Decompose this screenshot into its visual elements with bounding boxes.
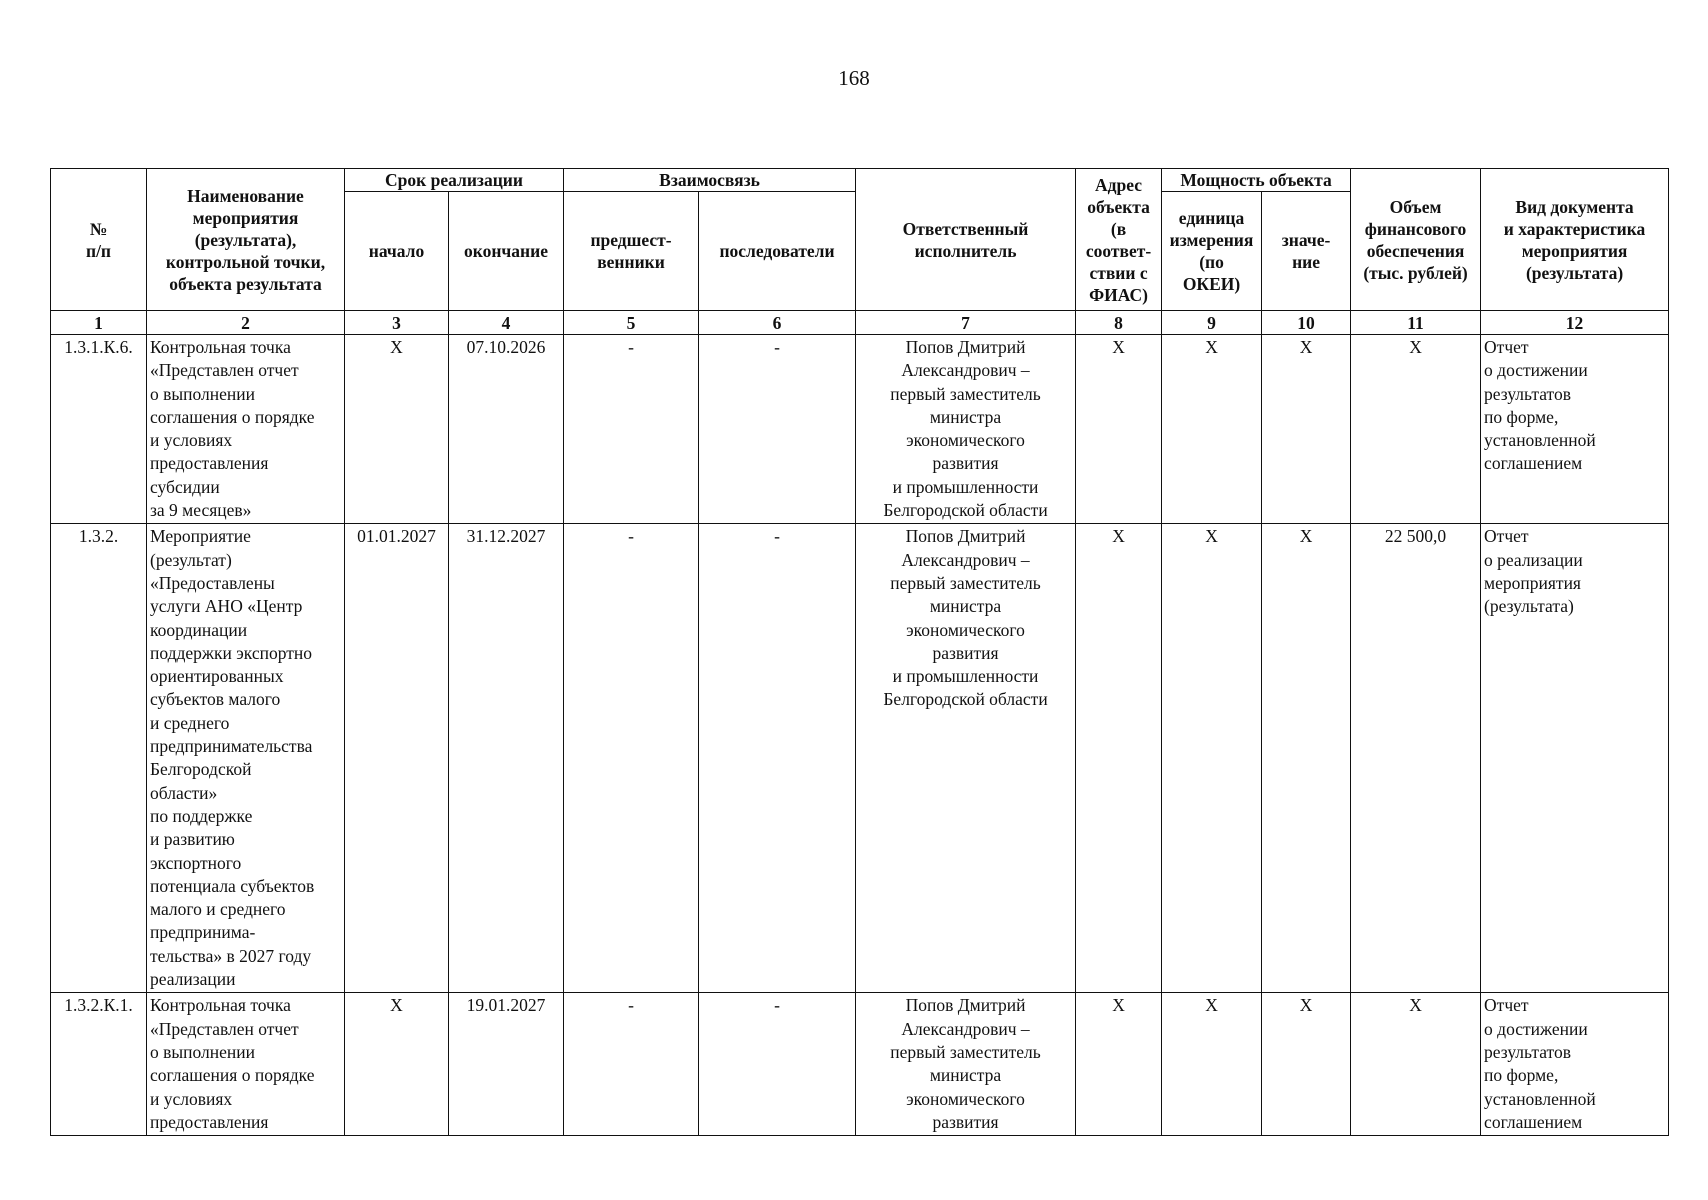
header-link-group: Взаимосвязь xyxy=(564,169,856,192)
header-term-end: окончание xyxy=(449,192,564,311)
row-start: X xyxy=(345,993,449,1136)
row-doc-type: Отчет о достижении результатов по форме, установленной соглашением xyxy=(1481,335,1669,524)
row-value: X xyxy=(1262,524,1351,993)
column-number: 10 xyxy=(1262,311,1351,335)
row-doc-type: Отчет о достижении результатов по форме, установленной соглашением xyxy=(1481,993,1669,1136)
row-doc-type: Отчет о реализации мероприятия (результата) xyxy=(1481,524,1669,993)
row-address: X xyxy=(1076,993,1162,1136)
header-no: № п/п xyxy=(51,169,147,311)
column-number: 11 xyxy=(1351,311,1481,335)
row-predecessors: - xyxy=(564,335,699,524)
column-number: 4 xyxy=(449,311,564,335)
table-row xyxy=(51,524,1669,993)
row-end: 31.12.2027 xyxy=(449,524,564,993)
row-name: Мероприятие (результат) «Предоставлены услуги АНО «Центр координации поддержки экспортно ориентированных субъектов малого и среднего предпринимательства Белгородской области» по поддержке и развитию экспортного потенциала субъектов малого и среднего предпринима- тельства» в 2027 году реализации xyxy=(147,524,345,993)
header-name: Наименование мероприятия (результата), контрольной точки, объекта результата xyxy=(147,169,345,311)
header-responsible: Ответственный исполнитель xyxy=(856,169,1076,311)
row-predecessors: - xyxy=(564,524,699,993)
activities-table xyxy=(50,168,1669,1136)
column-number: 12 xyxy=(1481,311,1669,335)
column-number: 8 xyxy=(1076,311,1162,335)
row-address: X xyxy=(1076,335,1162,524)
column-number: 9 xyxy=(1162,311,1262,335)
row-value: X xyxy=(1262,993,1351,1136)
row-responsible: Попов Дмитрий Александрович – первый заместитель министра экономического развития xyxy=(856,993,1076,1136)
row-successors: - xyxy=(699,524,856,993)
header-finance: Объем финансового обеспечения (тыс. рублей) xyxy=(1351,169,1481,311)
row-responsible: Попов Дмитрий Александрович – первый заместитель министра экономического развития и промышленности Белгородской области xyxy=(856,524,1076,993)
row-predecessors: - xyxy=(564,993,699,1136)
header-address: Адрес объекта (в соответ- ствии с ФИАС) xyxy=(1076,169,1162,311)
row-end: 07.10.2026 xyxy=(449,335,564,524)
column-number: 2 xyxy=(147,311,345,335)
header-capacity-unit: единица измерения (по ОКЕИ) xyxy=(1162,192,1262,311)
header-link-pred: предшест- венники xyxy=(564,192,699,311)
row-start: 01.01.2027 xyxy=(345,524,449,993)
row-finance: 22 500,0 xyxy=(1351,524,1481,993)
table-row xyxy=(51,993,1669,1136)
row-responsible: Попов Дмитрий Александрович – первый заместитель министра экономического развития и промышленности Белгородской области xyxy=(856,335,1076,524)
row-name: Контрольная точка «Представлен отчет о выполнении соглашения о порядке и условиях предоставления субсидии за 9 месяцев» xyxy=(147,335,345,524)
header-term-start: начало xyxy=(345,192,449,311)
row-number: 1.3.1.К.6. xyxy=(51,335,147,524)
header-link-succ: последователи xyxy=(699,192,856,311)
header-doc-type: Вид документа и характеристика мероприятия (результата) xyxy=(1481,169,1669,311)
column-number: 1 xyxy=(51,311,147,335)
row-start: X xyxy=(345,335,449,524)
row-unit: X xyxy=(1162,335,1262,524)
row-successors: - xyxy=(699,335,856,524)
column-number: 7 xyxy=(856,311,1076,335)
column-number-row xyxy=(51,311,1669,335)
row-address: X xyxy=(1076,524,1162,993)
row-number: 1.3.2.К.1. xyxy=(51,993,147,1136)
row-unit: X xyxy=(1162,993,1262,1136)
header-capacity-group: Мощность объекта xyxy=(1162,169,1351,192)
row-finance: X xyxy=(1351,335,1481,524)
page-number: 168 xyxy=(838,66,870,90)
row-name: Контрольная точка «Представлен отчет о выполнении соглашения о порядке и условиях предоставления xyxy=(147,993,345,1136)
row-value: X xyxy=(1262,335,1351,524)
table-row xyxy=(51,335,1669,524)
row-finance: X xyxy=(1351,993,1481,1136)
header-capacity-value: значе- ние xyxy=(1262,192,1351,311)
row-number: 1.3.2. xyxy=(51,524,147,993)
column-number: 6 xyxy=(699,311,856,335)
row-unit: X xyxy=(1162,524,1262,993)
row-successors: - xyxy=(699,993,856,1136)
header-term-group: Срок реализации xyxy=(345,169,564,192)
column-number: 5 xyxy=(564,311,699,335)
row-end: 19.01.2027 xyxy=(449,993,564,1136)
column-number: 3 xyxy=(345,311,449,335)
